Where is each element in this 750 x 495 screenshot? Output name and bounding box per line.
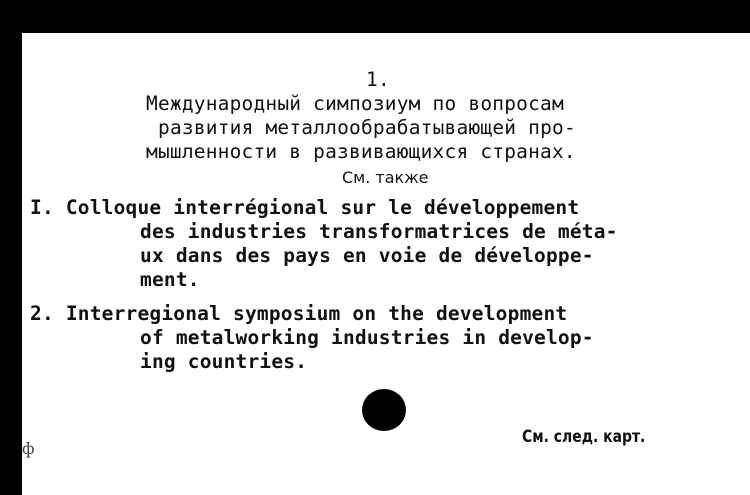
margin-mark: ф (22, 439, 35, 458)
russian-title-line-1: Международный симпозиум по вопросам (146, 92, 564, 115)
entry-1-line-2: des industries transformatrices de méta- (140, 220, 618, 243)
entry-2-line-2: of metalworking industries in develop- (140, 326, 594, 349)
entry-1-line-4: ment. (140, 268, 200, 291)
entry-2-text-1: Interregional symposium on the development (65, 302, 568, 325)
russian-title-line-3: мышленности в развивающихся странах. (146, 140, 576, 163)
russian-title-line-2: развития металлообрабатывающей про- (158, 116, 576, 139)
entry-2-number: 2. (30, 302, 54, 325)
entry-2-line-1 (30, 303, 567, 325)
see-also-label: См. также (342, 168, 429, 187)
punch-hole (362, 389, 406, 431)
entry-1-text-1: Colloque interrégional sur le développement (65, 196, 580, 219)
entry-1-line-3: ux dans des pays en voie de développe- (140, 244, 594, 267)
see-next-card-label: См. след. карт. (522, 427, 646, 447)
entry-1-line-1 (30, 197, 579, 219)
entry-1-number: I. (30, 196, 54, 219)
entry-2-line-3: ing countries. (140, 350, 308, 373)
card-number: 1. (366, 68, 390, 91)
catalog-card (22, 33, 750, 495)
